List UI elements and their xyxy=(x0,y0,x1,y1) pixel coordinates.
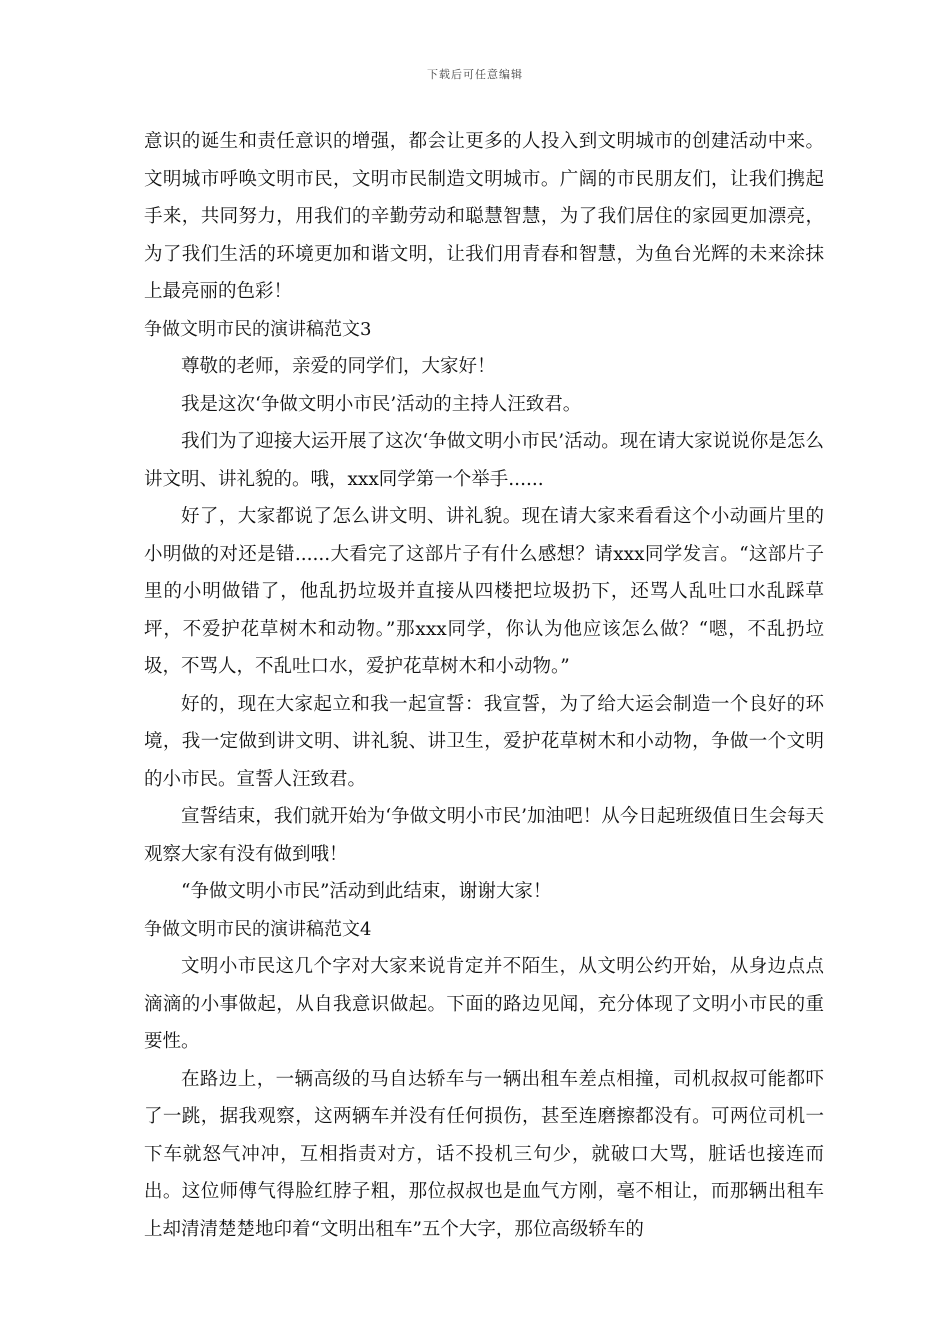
paragraph: 好的，现在大家起立和我一起宣誓：我宣誓，为了给大运会制造一个良好的环境，我一定做到讲文明、讲礼貌、讲卫生，爱护花草树木和小动物，争做一个文明的小市民。宣誓人汪致君。 xyxy=(144,693,824,790)
page-header: 下载后可任意编辑 xyxy=(427,68,523,81)
section-heading: 争做文明市民的演讲稿范文3 xyxy=(144,318,372,340)
paragraph: 在路边上，一辆高级的马自达轿车与一辆出租车差点相撞，司机叔叔可能都吓了一跳，据我观察，这两辆车并没有任何损伤，甚至连磨擦都没有。可两位司机一下车就怒气冲冲，互相指责对方，话不投机三句少，就破口大骂，脏话也接连而出。这位师傅气得脸红脖子粗，那位叔叔也是血气方刚，毫不相让，而那辆出租车上却清清楚楚地印着“文明出租车”五个大字，那位高级轿车的 xyxy=(144,1068,824,1240)
paragraph: 文明小市民这几个字对大家来说肯定并不陌生，从文明公约开始，从身边点点滴滴的小事做起，从自我意识做起。下面的路边见闻，充分体现了文明小市民的重要性。 xyxy=(144,956,824,1052)
paragraph: 我们为了迎接大运开展了这次‘争做文明小市民’活动。现在请大家说说你是怎么讲文明、讲礼貌的。哦，xxx同学第一个举手...... xyxy=(144,431,824,490)
paragraph: 意识的诞生和责任意识的增强，都会让更多的人投入到文明城市的创建活动中来。文明城市呼唤文明市民，文明市民制造文明城市。广阔的市民朋友们，让我们携起手来，共同努力，用我们的辛勤劳动和聪慧智慧，为了我们居住的家园更加漂亮，为了我们生活的环境更加和谐文明，让我们用青春和智慧，为鱼台光辉的未来涂抹上最亮丽的色彩！ xyxy=(144,131,824,302)
paragraph: 我是这次‘争做文明小市民’活动的主持人汪致君。 xyxy=(181,393,582,415)
paragraph: 宣誓结束，我们就开始为‘争做文明小市民’加油吧！从今日起班级值日生会每天观察大家有没有做到哦！ xyxy=(144,806,824,865)
section-heading: 争做文明市民的演讲稿范文4 xyxy=(144,918,372,940)
paragraph: 尊敬的老师，亲爱的同学们，大家好！ xyxy=(181,356,496,377)
document-body xyxy=(144,123,824,1248)
paragraph: “争做文明小市民”活动到此结束，谢谢大家！ xyxy=(181,881,552,902)
paragraph: 好了，大家都说了怎么讲文明、讲礼貌。现在请大家来看看这个小动画片里的小明做的对还是错......大看完了这部片子有什么感想？请xxx同学发言。“这部片子里的小明做错了，他乱扔垃圾并直接从四楼把垃圾扔下，还骂人乱吐口水乱踩草坪，不爱护花草树木和动物。”那xxx同学，你认为他应该怎么做？“嗯，不乱扔垃圾，不骂人，不乱吐口水，爱护花草树木和小动物。” xyxy=(144,506,824,677)
